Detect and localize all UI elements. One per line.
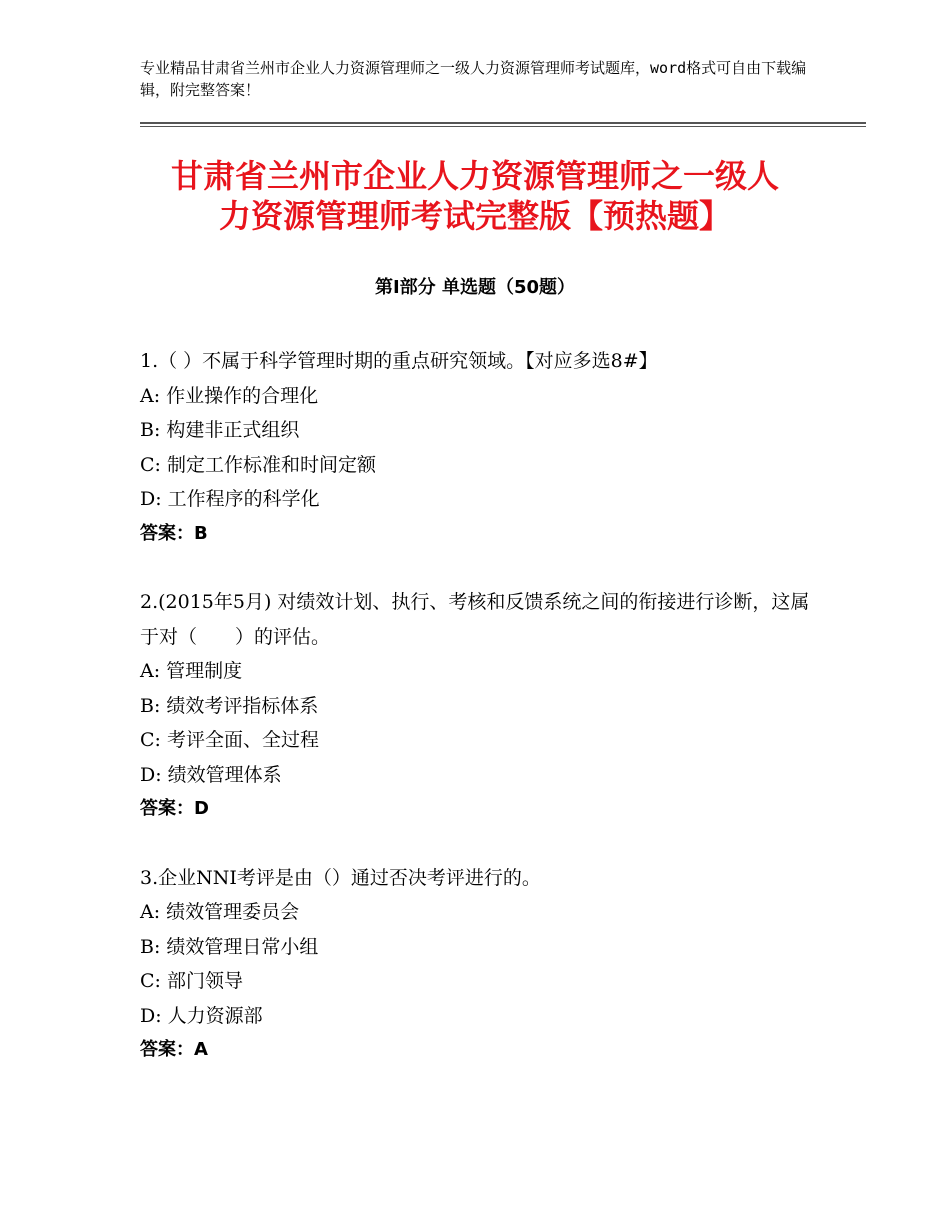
option-b: B: 绩效管理日常小组 <box>140 935 319 958</box>
question-stem: 2.(2015年5月) 对绩效计划、执行、考核和反馈系统之间的衔接进行诊断，这属于对（ ）的评估。 <box>140 591 810 648</box>
answer-line: 答案：D <box>140 798 209 819</box>
option-d: D: 绩效管理体系 <box>140 763 282 786</box>
option-d: D: 工作程序的科学化 <box>140 488 320 510</box>
header-rule-thin <box>140 126 866 127</box>
option-b: B: 构建非正式组织 <box>140 419 300 441</box>
answer-line: 答案：B <box>140 522 208 544</box>
question-2 <box>140 585 820 827</box>
option-a: A: 管理制度 <box>140 660 243 682</box>
question-1 <box>140 344 820 551</box>
answer-line: 答案：A <box>140 1039 208 1060</box>
option-b: B: 绩效考评指标体系 <box>140 694 319 717</box>
question-list <box>140 344 820 1102</box>
header-note: 专业精品甘肃省兰州市企业人力资源管理师之一级人力资源管理师考试题库，word格式可自由下载编辑，附完整答案！ <box>140 59 807 99</box>
question-stem: 1.（ ）不属于科学管理时期的重点研究领域。【对应多选8#】 <box>140 350 658 372</box>
option-c: C: 部门领导 <box>140 970 243 992</box>
option-d: D: 人力资源部 <box>140 1004 263 1027</box>
option-c: C: 考评全面、全过程 <box>140 729 319 751</box>
option-c: C: 制定工作标准和时间定额 <box>140 453 376 476</box>
header-rule-thick <box>140 122 866 124</box>
question-stem: 3.企业NNI考评是由（）通过否决考评进行的。 <box>140 866 541 889</box>
question-3 <box>140 861 820 1068</box>
option-a: A: 绩效管理委员会 <box>140 901 300 923</box>
document-title <box>120 156 830 236</box>
option-a: A: 作业操作的合理化 <box>140 384 319 407</box>
title-line-2: 力资源管理师考试完整版【预热题】 <box>218 197 731 235</box>
title-line-1: 甘肃省兰州市企业人力资源管理师之一级人 <box>170 157 779 195</box>
section-heading: 第Ⅰ部分 单选题（50题） <box>374 277 575 298</box>
